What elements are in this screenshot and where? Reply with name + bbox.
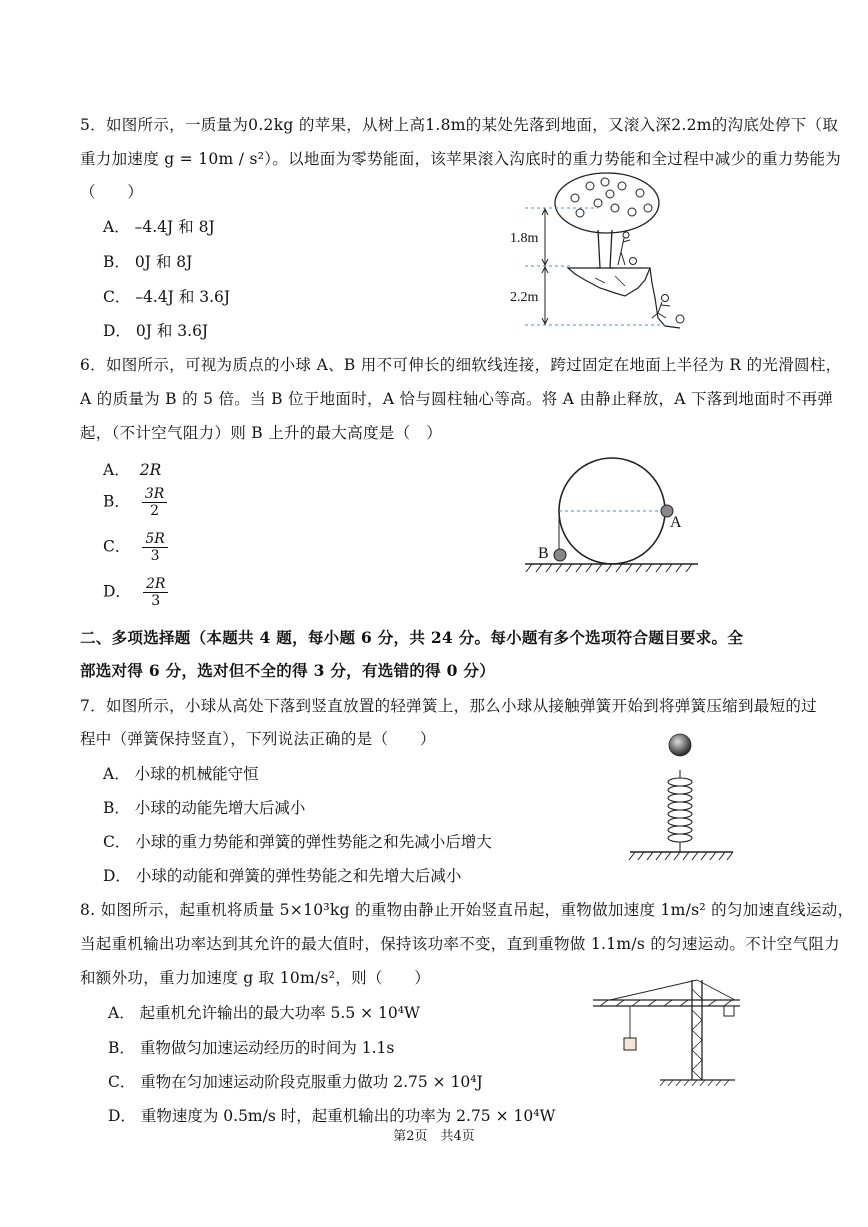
label-b: B [538, 545, 549, 562]
q6-option-d-fraction [143, 576, 168, 609]
q6-option-c [103, 531, 168, 564]
q6-option-b-fraction [142, 486, 167, 519]
q6-option-b-prefix: B． [103, 492, 130, 511]
q6-option-c-den: 3 [150, 548, 160, 564]
q8-stem-line3: 和额外功，重力加速度 g 取 10m/s²，则（ ） [80, 969, 431, 987]
q6-option-d-den: 3 [151, 593, 161, 609]
q6-option-d [103, 576, 168, 609]
q6-option-a-value: 2R [139, 461, 162, 479]
q7-option-b: B． 小球的动能先增大后减小 [103, 799, 306, 817]
q6-stem-line2: A 的质量为 B 的 5 倍。当 B 位于地面时，A 恰与圆柱轴心等高。将 A 由静止释放，A 下落到地面时不再弹 [80, 390, 834, 408]
depth-label-2-2m: 2.2m [510, 290, 539, 305]
q8-stem-line2: 当起重机输出功率达到其允许的最大值时，保持该功率不变，直到重物做 1.1m/s 的匀速运动。不计空气阻力 [80, 935, 840, 953]
q6-option-b-num: 3R [142, 486, 167, 503]
q8-option-b: B． 重物做匀加速运动经历的时间为 1.1s [108, 1039, 395, 1057]
q8-option-a: A． 起重机允许输出的最大功率 5.5 × 10⁴W [108, 1004, 420, 1022]
q8-stem-line1: 8. 如图所示，起重机将质量 5×10³kg 的重物由静止开始竖直吊起，重物做加速度 1m/s² 的匀加速直线运动， [80, 901, 854, 919]
q6-option-d-num: 2R [143, 576, 168, 593]
q7-option-c: C． 小球的重力势能和弹簧的弹性势能之和先减小后增大 [103, 833, 492, 851]
q5-stem-line2: 重力加速度 g = 10m / s²）。以地面为零势能面，该苹果滚入沟底时的重力势能和全过程中减少的重力势能为 [80, 150, 842, 168]
q7-option-a: A． 小球的机械能守恒 [103, 765, 259, 783]
crane-figure [590, 975, 745, 1090]
q5-stem-line1: 5．如图所示，一质量为0.2kg 的苹果，从树上高1.8m的某处先落到地面，又滚入深2.2m的沟底处停下（取 [80, 116, 839, 134]
q6-option-b [103, 486, 167, 519]
spring-ball-figure [625, 730, 740, 870]
q5-option-a: A． –4.4J 和 8J [103, 218, 215, 236]
q7-option-d: D． 小球的动能和弹簧的弹性势能之和先增大后减小 [103, 867, 462, 885]
q7-stem-line1: 7．如图所示，小球从高处下落到竖直放置的轻弹簧上，那么小球从接触弹簧开始到将弹簧压缩到最短的过 [80, 697, 817, 715]
load-box [624, 1038, 636, 1050]
q5-stem-line3: （ ） [80, 183, 144, 201]
apple-tree-figure [500, 168, 700, 333]
counterweight-box [724, 1006, 734, 1016]
q8-option-d: D． 重物速度为 0.5m/s 时，起重机输出的功率为 2.75 × 10⁴W [108, 1107, 556, 1125]
q6-stem-line3: 起，（不计空气阻力）则 B 上升的最大高度是（ ） [80, 424, 442, 442]
q5-option-b: B． 0J 和 8J [103, 253, 193, 271]
q6-option-c-prefix: C． [103, 537, 131, 556]
q7-stem-line2: 程中（弹簧保持竖直），下列说法正确的是（ ） [80, 730, 436, 748]
q6-stem-line1: 6．如图所示，可视为质点的小球 A、B 用不可伸长的细软线连接，跨过固定在地面上半径为 R 的光滑圆柱， [80, 356, 842, 374]
height-label-1-8m: 1.8m [510, 231, 539, 246]
label-a: A [670, 514, 682, 531]
cylinder-figure [520, 455, 710, 580]
q6-option-c-fraction [142, 531, 167, 564]
section2-heading-line1: 二、多项选择题（本题共 4 题，每小题 6 分，共 24 分。每小题有多个选项符合题目要求。全 [80, 628, 744, 647]
ball [669, 734, 691, 756]
section2-heading-line2: 部选对得 6 分，选对但不全的得 3 分，有选错的得 0 分） [80, 661, 496, 680]
q5-option-d: D． 0J 和 3.6J [103, 322, 209, 340]
q6-option-c-num: 5R [142, 531, 167, 548]
q6-option-a-prefix: A． [103, 461, 130, 479]
q6-option-a [103, 458, 161, 480]
q6-option-b-den: 2 [150, 503, 160, 519]
q8-option-c: C． 重物在匀加速运动阶段克服重力做功 2.75 × 10⁴J [108, 1073, 483, 1091]
q6-option-d-prefix: D． [103, 582, 131, 601]
q5-option-c: C． –4.4J 和 3.6J [103, 288, 231, 306]
page-footer: 第2页 共4页 [393, 1129, 475, 1144]
ball-b [554, 549, 566, 561]
